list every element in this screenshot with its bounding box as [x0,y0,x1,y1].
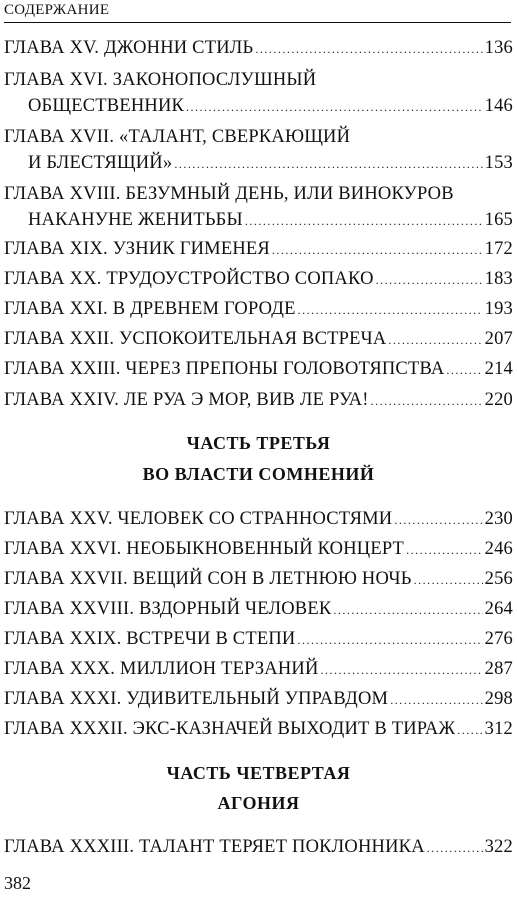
toc-entry-ch29[interactable] [4,628,513,651]
leader-dots [457,719,482,741]
toc-entry-ch32[interactable] [4,718,513,741]
part-four-title: АГОНИЯ [217,793,300,813]
toc-entry-ch20[interactable] [4,268,513,291]
toc-entry-page: 207 [484,329,513,349]
toc-entry-title: ГЛАВА XXVII. ВЕЩИЙ СОН В ЛЕТНЮЮ НОЧЬ [4,569,412,589]
toc-entry-title: ГЛАВА XXI. В ДРЕВНЕМ ГОРОДЕ [4,299,296,319]
page-number: 382 [4,873,31,893]
part-three-label: ЧАСТЬ ТРЕТЬЯ [186,433,331,453]
toc-entry-ch23[interactable] [4,358,513,381]
toc-entry-title-cont: И БЛЕСТЯЩИЙ» [28,153,173,173]
toc-entry-title: ГЛАВА XXIX. ВСТРЕЧИ В СТЕПИ [4,629,296,649]
toc-entry-title: ГЛАВА XXVI. НЕОБЫКНОВЕННЫЙ КОНЦЕРТ [4,539,405,559]
toc-entry-title: ГЛАВА XIX. УЗНИК ГИМЕНЕЯ [4,239,270,259]
toc-entry-title-cont: НАКАНУНЕ ЖЕНИТЬБЫ [28,210,243,230]
leader-dots [371,390,483,412]
toc-entry-ch21[interactable] [4,298,513,321]
toc-entry-title: ГЛАВА XXXII. ЭКС-КАЗНАЧЕЙ ВЫХОДИТ В ТИРАЖ [4,719,456,739]
leader-dots [298,299,483,321]
toc-entry-page: 146 [484,96,513,116]
leader-dots [376,269,483,291]
leader-dots [390,689,482,711]
leader-dots [388,329,482,351]
toc-entry-ch27[interactable] [4,568,513,591]
toc-entry-page: 230 [484,509,513,529]
toc-entry-ch30[interactable] [4,658,513,681]
toc-entry-page: 256 [484,569,513,589]
toc-entry-ch28[interactable] [4,598,513,621]
toc-entry-ch16[interactable] [4,69,513,118]
toc-entry-title-cont: ОБЩЕСТВЕННИК [28,96,185,116]
toc-entry-ch24[interactable] [4,389,513,412]
toc-entry-ch25[interactable] [4,508,513,531]
toc-entry-title: ГЛАВА XXV. ЧЕЛОВЕК СО СТРАННОСТЯМИ [4,509,393,529]
toc-entry-title: ГЛАВА XX. ТРУДОУСТРОЙСТВО СОПАКО [4,269,374,289]
part-three-title: ВО ВЛАСТИ СОМНЕНИЙ [142,464,375,484]
toc-entry-title: ГЛАВА XXII. УСПОКОИТЕЛЬНАЯ ВСТРЕЧА [4,329,387,349]
toc-entry-page: 246 [484,539,513,559]
toc-entry-title: ГЛАВА XXIII. ЧЕРЕЗ ПРЕПОНЫ ГОЛОВОТЯПСТВА [4,359,445,379]
leader-dots [297,629,482,651]
toc-entry-title: ГЛАВА XXX. МИЛЛИОН ТЕРЗАНИЙ [4,659,319,679]
toc-entry-page: 165 [484,210,513,230]
leader-dots [245,210,483,232]
leader-dots [427,837,483,859]
toc-entry-title: ГЛАВА XVII. «ТАЛАНТ, СВЕРКАЮЩИЙ [4,127,351,147]
leader-dots [174,153,482,175]
toc-entry-page: 264 [484,599,513,619]
leader-dots [394,509,482,531]
toc-entry-title: ГЛАВА XXXIII. ТАЛАНТ ТЕРЯЕТ ПОКЛОННИКА [4,837,425,857]
toc-entry-title: ГЛАВА XXXI. УДИВИТЕЛЬНЫЙ УПРАВДОМ [4,689,389,709]
toc-entry-title: ГЛАВА XVI. ЗАКОНОПОСЛУШНЫЙ [4,70,317,90]
toc-entry-page: 220 [484,390,513,410]
running-head-rule [4,22,511,23]
toc-entry-title: ГЛАВА XV. ДЖОННИ СТИЛЬ [4,38,254,58]
leader-dots [186,96,483,118]
leader-dots [272,239,483,261]
toc-entry-page: 312 [484,719,513,739]
toc-entry-ch15[interactable] [4,37,513,60]
leader-dots [321,659,483,681]
leader-dots [406,539,483,561]
toc-entry-page: 298 [484,689,513,709]
leader-dots [255,38,482,60]
toc-entry-ch26[interactable] [4,538,513,561]
leader-dots [414,569,483,591]
toc-entry-page: 193 [484,299,513,319]
running-head: СОДЕРЖАНИЕ [4,2,110,18]
toc-entry-title: ГЛАВА XVIII. БЕЗУМНЫЙ ДЕНЬ, ИЛИ ВИНОКУРОВ [4,184,454,204]
toc-entry-title: ГЛАВА XXVIII. ВЗДОРНЫЙ ЧЕЛОВЕК [4,599,332,619]
toc-entry-ch19[interactable] [4,238,513,261]
toc-entry-ch22[interactable] [4,328,513,351]
toc-entry-ch18[interactable] [4,183,513,232]
leader-dots [446,359,482,381]
toc-entry-ch17[interactable] [4,126,513,175]
part-four-label: ЧАСТЬ ЧЕТВЕРТАЯ [166,763,351,783]
toc-entry-page: 287 [484,659,513,679]
toc-entry-ch31[interactable] [4,688,513,711]
toc-entry-page: 172 [484,239,513,259]
toc-entry-ch33[interactable] [4,836,513,859]
toc-entry-page: 322 [484,837,513,857]
toc-entry-page: 276 [484,629,513,649]
toc-entry-page: 214 [484,359,513,379]
toc-entry-page: 136 [484,38,513,58]
toc-entry-page: 153 [484,153,513,173]
toc-entry-page: 183 [484,269,513,289]
leader-dots [333,599,482,621]
toc-entry-title: ГЛАВА XXIV. ЛЕ РУА Э МОР, ВИВ ЛЕ РУА! [4,390,369,410]
